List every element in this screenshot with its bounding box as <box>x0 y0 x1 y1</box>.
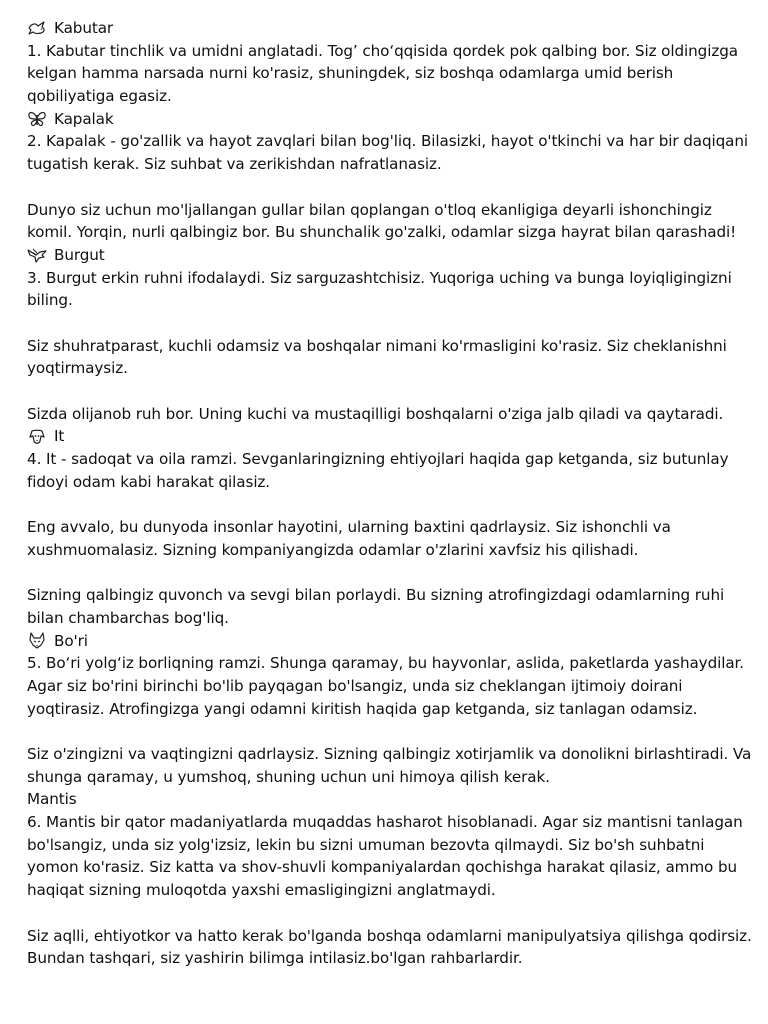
section-heading-kabutar <box>27 17 747 40</box>
paragraph-line: Agar siz bo'rini birinchi bo'lib payqagan bo'lsangiz, unda siz cheklangan ijtimoiy doirani <box>27 676 683 695</box>
blank-line <box>27 902 747 925</box>
paragraph-line: tugatish kerak. Siz suhbat va zerikishdan nafratlanasiz. <box>27 155 442 174</box>
paragraph-line: 6. Mantis bir qator madaniyatlarda muqaddas hasharot hisoblanadi. Agar siz mantisni tanlagan <box>27 813 743 832</box>
paragraph-line: komil. Yorqin, nurli qalbingiz bor. Bu shunchalik go'zalki, odamlar sizga hayrat bilan qarashadi! <box>27 223 737 242</box>
dove-icon <box>27 19 47 37</box>
document-body <box>27 17 752 970</box>
section-heading-it <box>27 425 747 448</box>
paragraph-line: fidoyi odam kabi harakat qilasiz. <box>27 472 271 491</box>
paragraph-line: yoqtirasiz. Atrofingizga yangi odamni kiritish haqida gap ketganda, siz tanlagan odamsiz. <box>27 699 698 718</box>
paragraph-line: 5. Bo‘ri yolg‘iz borliqning ramzi. Shunga qaramay, bu hayvonlar, aslida, paketlarda yashaydilar. <box>27 654 745 673</box>
section-heading-kapalak <box>27 108 747 131</box>
paragraph-line: 4. It - sadoqat va oila ramzi. Sevganlaringizning ehtiyojlari haqida gap ketganda, siz butunlay <box>27 450 729 469</box>
section-title: It <box>54 427 65 446</box>
section-heading-burgut <box>27 244 747 267</box>
section-heading-mantis <box>27 788 747 811</box>
paragraph-line: yomon ko'rasiz. Siz katta va shov-shuvli kompaniyalardan qochishga harakat qilasiz, ammo bu <box>27 858 738 877</box>
section-heading-bori <box>27 630 747 653</box>
section-title: Bo'ri <box>54 631 88 650</box>
paragraph-line: Siz shuhratparast, kuchli odamsiz va boshqalar nimani ko'rmasligini ko'rasiz. Siz cheklanishni <box>27 336 727 355</box>
paragraph-line: Siz aqlli, ehtiyotkor va hatto kerak bo'lganda boshqa odamlarni manipulyatsiya qilishga qodirsiz. <box>27 926 752 945</box>
paragraph-line: Eng avvalo, bu dunyoda insonlar hayotini, ularning baxtini qadrlaysiz. Siz ishonchli va <box>27 518 671 537</box>
blank-line <box>27 562 747 585</box>
paragraph-line: Sizda olijanob ruh bor. Uning kuchi va mustaqilligi boshqalarni o'ziga jalb qiladi va qaytaradi. <box>27 404 724 423</box>
paragraph-line: bo'lsangiz, unda siz yolg'izsiz, lekin bu sizni umuman bezovta qilmaydi. Siz bo'sh suhbatni <box>27 835 705 854</box>
blank-line <box>27 312 747 335</box>
paragraph-line: qobiliyatiga egasiz. <box>27 87 172 106</box>
paragraph-line: kelgan hamma narsada nurni ko'rasiz, shuningdek, siz boshqa odamlarga umid berish <box>27 64 674 83</box>
paragraph-line: Bundan tashqari, siz yashirin bilimga intilasiz.bo'lgan rahbarlardir. <box>27 949 523 968</box>
blank-line <box>27 176 747 199</box>
paragraph-line: 3. Burgut erkin ruhni ifodalaydi. Siz sarguzashtchisiz. Yuqoriga uching va bunga loyiqligingizni <box>27 268 732 287</box>
paragraph-line: haqiqat sizning muloqotda yaxshi emasligingizni anglatmaydi. <box>27 881 496 900</box>
section-title: Kapalak <box>54 109 114 128</box>
eagle-icon <box>27 246 47 264</box>
blank-line <box>27 720 747 743</box>
paragraph-line: Siz o'zingizni va vaqtingizni qadrlaysiz. Sizning qalbingiz xotirjamlik va donolikni birlashtiradi. Va <box>27 745 752 763</box>
paragraph-line: bilan chambarchas bog'liq. <box>27 608 229 627</box>
blank-line <box>27 380 747 403</box>
paragraph-line: biling. <box>27 291 73 310</box>
paragraph-line: Sizning qalbingiz quvonch va sevgi bilan porlaydi. Bu sizning atrofingizdagi odamlarning ruhi <box>27 586 725 605</box>
paragraph-line: xushmuomalasiz. Sizning kompaniyangizda odamlar o'zlarini xavfsiz his qilishadi. <box>27 540 639 559</box>
section-title: Kabutar <box>54 19 114 37</box>
paragraph-line: Dunyo siz uchun mo'ljallangan gullar bilan qoplangan o'tloq ekanligiga deyarli ishonchingiz <box>27 200 712 219</box>
wolf-icon <box>27 632 47 650</box>
paragraph-line: 1. Kabutar tinchlik va umidni anglatadi. Tog’ cho‘qqisida qordek pok qalbing bor. Siz oldingizga <box>27 41 738 60</box>
blank-line <box>27 493 747 516</box>
dog-icon <box>27 428 47 446</box>
section-title: Burgut <box>54 245 105 264</box>
butterfly-icon <box>27 110 47 128</box>
section-title: Mantis <box>27 790 77 809</box>
paragraph-line: 2. Kapalak - go'zallik va hayot zavqlari bilan bog'liq. Bilasizki, hayot o'tkinchi va har bir daqiqani <box>27 132 749 151</box>
paragraph-line: shunga qaramay, u yumshoq, shuning uchun uni himoya qilish kerak. <box>27 767 550 786</box>
paragraph-line: yoqtirmaysiz. <box>27 359 128 378</box>
